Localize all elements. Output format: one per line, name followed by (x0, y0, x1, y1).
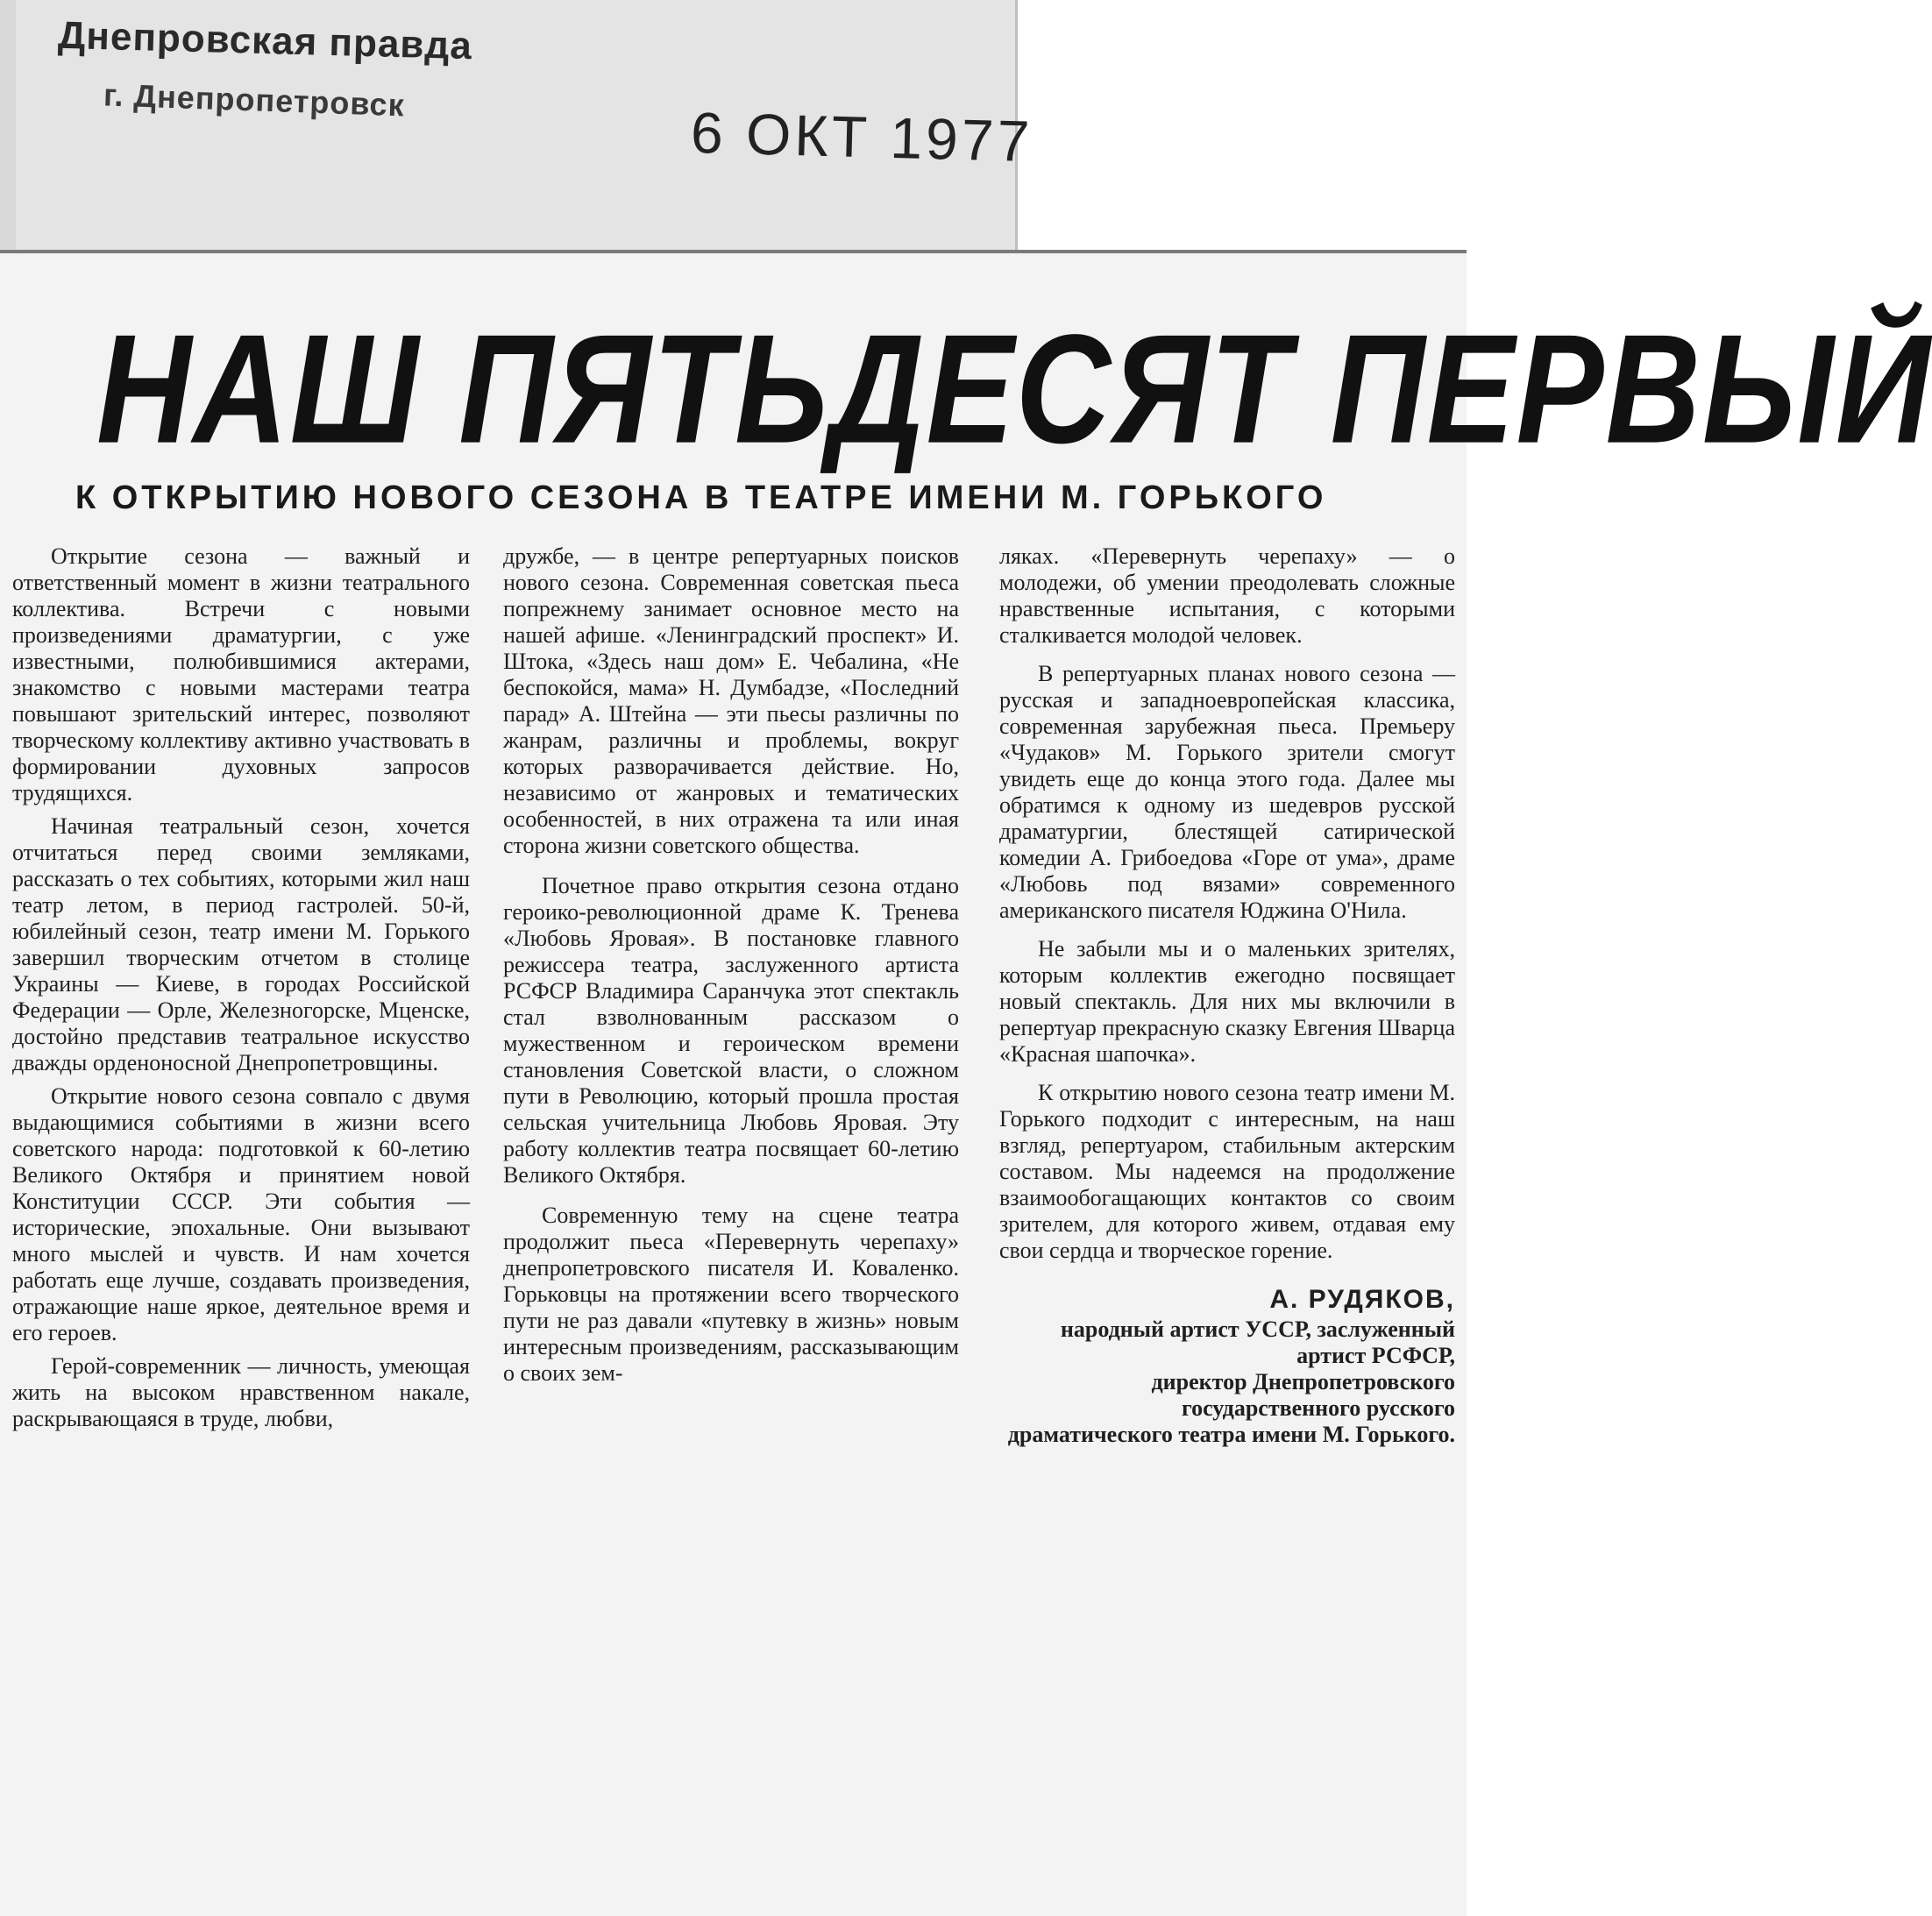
author-signature (999, 1287, 1455, 1448)
paragraph: Почетное право открытия сезона отдано героико-революционной драме К. Тренева «Любовь Яровая». В постановке главного режиссера театра, заслуженного артиста РСФСР Владимира Саранчука этот спектакль стал взволнованным рассказом о мужественном и героическом времени становления Советской власти, о сложном пути в Революцию, который прошла простая сельская учительница Любовь Яровая. Эту работу коллектив театра посвящает 60-летию Великого Октября. (503, 873, 959, 1188)
newspaper-name-stamp: Днепровская правда (57, 13, 473, 68)
paragraph: ляках. «Перевернуть черепаху» — о молодежи, об умении преодолевать сложные нравственные испытания, с которыми сталкивается молодой человек. (999, 543, 1455, 648)
author-name: А. РУДЯКОВ, (1269, 1285, 1455, 1314)
paragraph: Открытие нового сезона совпало с двумя выдающимися событиями в жизни всего советского народа: подготовкой к 60-летию Великого Октября и принятием новой Конституции СССР. Эти события — исторические, эпохальные. Они вызывают много мыслей и чувств. И нам хочется работать еще лучше, создавать произведения, отражающие наше яркое, деятельное время и его героев. (12, 1083, 470, 1345)
paragraph: Начиная театральный сезон, хочется отчитаться перед своими земляками, рассказать о тех событиях, которыми жил наш театр летом, в период гастролей. 50-й, юбилейный сезон, театр имени М. Горького завершил творческим отчетом в столице Украины — Киеве, в городах Российской Федерации — Орле, Железногорске, Мценске, достойно представив театральное искусство дважды орденоносной Днепропетровщины. (12, 813, 470, 1075)
clipping-header-strip (0, 0, 1034, 250)
paragraph: Открытие сезона — важный и ответственный момент в жизни театрального коллектива. Встречи с новыми произведениями драматургии, с уже известными, полюбившимися актерами, знакомство с новыми мастерами театра повышают зрительский интерес, позволяют творческому коллективу активно участвовать в формировании духовных запросов трудящихся. (12, 543, 470, 805)
author-title-line: народный артист УССР, заслуженный артист РСФСР, (1060, 1316, 1455, 1368)
article-column-2 (503, 543, 959, 1394)
paragraph: дружбе, — в центре репертуарных поисков нового сезона. Современная советская пьеса попрежнему занимает основное место на нашей афише. «Ленинградский проспект» И. Штока, «Здесь наш дом» Е. Чебалина, «Не беспокойся, мама» Н. Думбадзе, «Последний парад» А. Штейна — эти пьесы различны по жанрам, различны и проблемы, вокруг которых разворачивается действие. Но, независимо от жанровых и тематических особенностей, в них отражена та или иная сторона жизни советского общества. (503, 543, 959, 858)
newspaper-article (0, 250, 1932, 1916)
article-subhead: К ОТКРЫТИЮ НОВОГО СЕЗОНА В ТЕАТРЕ ИМЕНИ М. ГОРЬКОГО (75, 479, 1327, 516)
paragraph: Не забыли мы и о маленьких зрителях, которым коллектив ежегодно посвящает новый спектакль. Для них мы включили в репертуар прекрасную сказку Евгения Шварца «Красная шапочка». (999, 936, 1455, 1067)
paragraph: Герой-современник — личность, умеющая жить на высоком нравственном накале, раскрывающаяся в труде, любви, (12, 1353, 470, 1431)
article-column-3 (999, 543, 1455, 1448)
paragraph: Современную тему на сцене театра продолжит пьеса «Перевернуть черепаху» днепропетровского писателя И. Коваленко. Горьковцы на протяжении всего творческого пути не раз давали «путевку в жизнь» новым интересным произведениям, рассказывающим о своих зем- (503, 1203, 959, 1386)
paragraph: В репертуарных планах нового сезона — русская и западноевропейская классика, современная зарубежная пьеса. Премьеру «Чудаков» М. Горького зрители смогут увидеть еще до конца этого года. Далее мы обратимся к одному из шедевров русской драматургии, блестящей сатирической комедии А. Грибоедова «Горе от ума», драме «Любовь под вязами» современного американского писателя Юджина О'Нила. (999, 661, 1455, 923)
date-stamp: 6 ОКТ 1977 (690, 99, 1034, 174)
author-title-line: драматического театра имени М. Горького. (1007, 1422, 1455, 1447)
article-column-1 (12, 543, 470, 1439)
newspaper-city-stamp: г. Днепропетровск (103, 76, 406, 124)
author-title-line: директор Днепропетровского государственного русского (1151, 1369, 1455, 1421)
article-headline: НАШ ПЯТЬДЕСЯТ ПЕРВЫЙ (96, 302, 1932, 476)
stamp-paper (16, 0, 1034, 250)
paragraph: К открытию нового сезона театр имени М. Горького подходит с интересным, на наш взгляд, репертуаром, стабильным актерским составом. Мы надеемся на продолжение взаимообогащающих контактов со своим зрителем, для которого живем, отдавая ему свои сердца и творческое горение. (999, 1080, 1455, 1263)
